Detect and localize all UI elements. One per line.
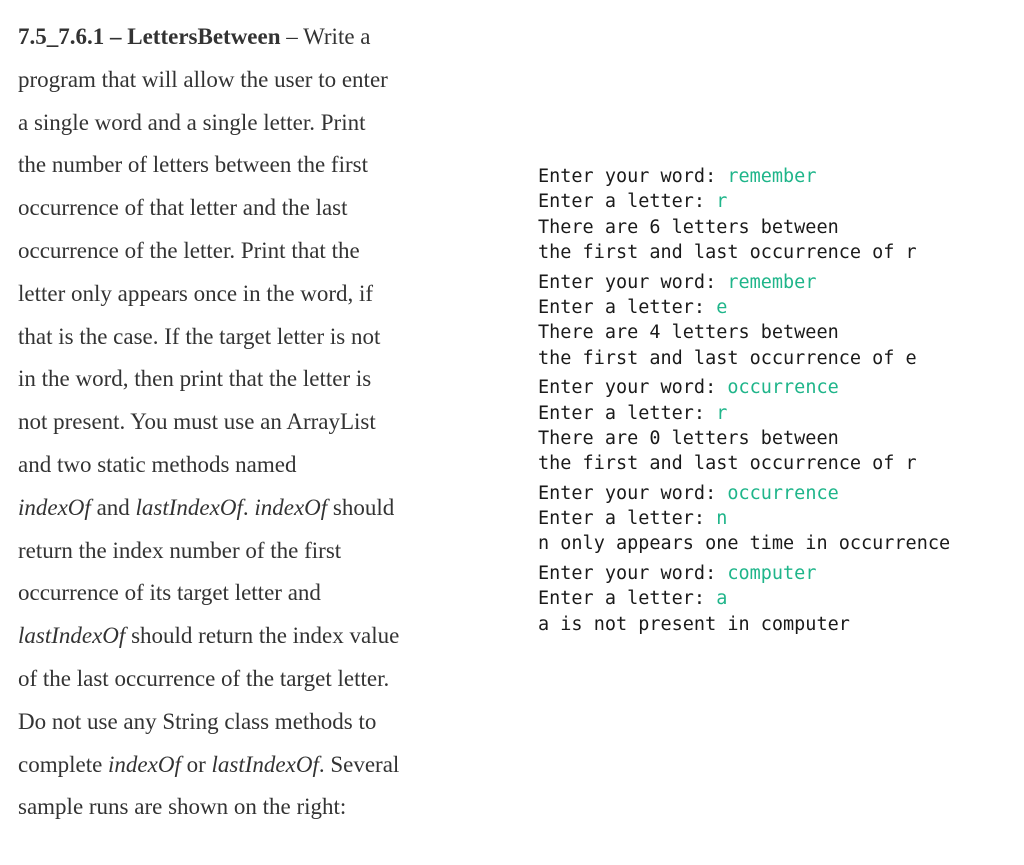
word-prompt-line bbox=[538, 270, 1018, 295]
word-prompt-line bbox=[538, 164, 1018, 189]
text-segment: and bbox=[90, 494, 136, 520]
assignment-line-17: Do not use any String class methods to bbox=[18, 708, 377, 734]
word-input: remember bbox=[727, 271, 817, 293]
assignment-text: Write a bbox=[303, 24, 371, 49]
word-input: computer bbox=[727, 562, 817, 584]
word-prompt: Enter your word: bbox=[538, 166, 728, 187]
letter-input: r bbox=[716, 191, 728, 213]
output-line: There are 4 letters between bbox=[538, 322, 839, 344]
letter-prompt-line bbox=[538, 586, 1018, 611]
word-input: occurrence bbox=[727, 482, 839, 504]
letter-input: n bbox=[716, 508, 728, 530]
letter-prompt-line bbox=[538, 506, 1018, 531]
word-prompt: Enter your word: bbox=[538, 377, 728, 399]
assignment-line-12 bbox=[18, 487, 488, 530]
text-segment: should return the index value bbox=[125, 623, 400, 649]
assignment-line-11: and two static methods named bbox=[18, 451, 297, 477]
word-prompt-line bbox=[538, 375, 1018, 400]
method-name-lastindexof: lastIndexOf bbox=[135, 494, 243, 520]
sample-run bbox=[538, 561, 1018, 637]
letter-prompt: Enter a letter: bbox=[538, 191, 717, 213]
assignment-line-16: of the last occurrence of the target letter. bbox=[18, 665, 390, 691]
letter-prompt: Enter a letter: bbox=[538, 402, 717, 424]
assignment-line-4: the number of letters between the first bbox=[18, 152, 368, 178]
assignment-line-19: sample runs are shown on the right: bbox=[18, 794, 347, 820]
method-name-lastindexof: lastIndexOf bbox=[18, 623, 126, 649]
sample-run bbox=[538, 164, 1018, 266]
output-line: n only appears one time in occurrence bbox=[538, 533, 951, 555]
letter-input: r bbox=[716, 402, 728, 424]
assignment-line-18 bbox=[18, 744, 488, 787]
assignment-line-7: letter only appears once in the word, if bbox=[18, 280, 374, 306]
word-prompt-line bbox=[538, 481, 1018, 506]
assignment-line-14: occurrence of its target letter and bbox=[18, 580, 321, 606]
assignment-line-13: return the index number of the first bbox=[18, 537, 342, 563]
letter-prompt: Enter a letter: bbox=[538, 508, 717, 530]
letter-prompt-line bbox=[538, 295, 1018, 320]
sample-runs-console bbox=[538, 164, 1018, 641]
heading-dash: – bbox=[280, 24, 304, 49]
letter-input: e bbox=[716, 296, 728, 318]
output-line: the first and last occurrence of e bbox=[538, 347, 917, 369]
assignment-line-3: a single word and a single letter. Print bbox=[18, 109, 366, 135]
assignment-line-2: program that will allow the user to enter bbox=[18, 66, 388, 92]
method-name-indexof: indexOf bbox=[254, 494, 328, 520]
word-input: remember bbox=[727, 166, 817, 187]
word-prompt: Enter your word: bbox=[538, 271, 728, 293]
sample-run bbox=[538, 375, 1018, 477]
output-line: There are 0 letters between bbox=[538, 427, 839, 449]
assignment-line-9: in the word, then print that the letter is bbox=[18, 366, 372, 392]
assignment-line-15 bbox=[18, 615, 488, 658]
assignment-line-6: occurrence of the letter. Print that the bbox=[18, 237, 360, 263]
text-segment: . bbox=[242, 494, 255, 520]
word-prompt: Enter your word: bbox=[538, 562, 728, 584]
sample-run bbox=[538, 270, 1018, 372]
assignment-line-1 bbox=[18, 16, 488, 59]
text-segment: should bbox=[327, 494, 395, 520]
letter-prompt-line bbox=[538, 189, 1018, 214]
word-prompt-line bbox=[538, 561, 1018, 586]
text-segment: complete bbox=[18, 751, 109, 777]
letter-prompt-line bbox=[538, 401, 1018, 426]
sample-run bbox=[538, 481, 1018, 557]
letter-input: a bbox=[716, 588, 728, 610]
text-segment: or bbox=[180, 751, 212, 777]
output-line: the first and last occurrence of r bbox=[538, 453, 917, 475]
assignment-description bbox=[18, 16, 488, 829]
letter-prompt: Enter a letter: bbox=[538, 296, 717, 318]
word-input: occurrence bbox=[727, 377, 839, 399]
output-line: the first and last occurrence of r bbox=[538, 242, 917, 264]
letter-prompt: Enter a letter: bbox=[538, 588, 717, 610]
assignment-line-5: occurrence of that letter and the last bbox=[18, 195, 348, 221]
output-line: There are 6 letters between bbox=[538, 216, 839, 238]
output-line: a is not present in computer bbox=[538, 613, 850, 635]
assignment-line-10: not present. You must use an ArrayList bbox=[18, 409, 376, 435]
method-name-indexof: indexOf bbox=[108, 751, 181, 777]
assignment-heading: 7.5_7.6.1 – LettersBetween bbox=[18, 24, 281, 49]
method-name-indexof: indexOf bbox=[18, 494, 91, 520]
assignment-line-8: that is the case. If the target letter is not bbox=[18, 323, 381, 349]
word-prompt: Enter your word: bbox=[538, 482, 728, 504]
text-segment: . Several bbox=[318, 751, 400, 777]
method-name-lastindexof: lastIndexOf bbox=[211, 751, 319, 777]
